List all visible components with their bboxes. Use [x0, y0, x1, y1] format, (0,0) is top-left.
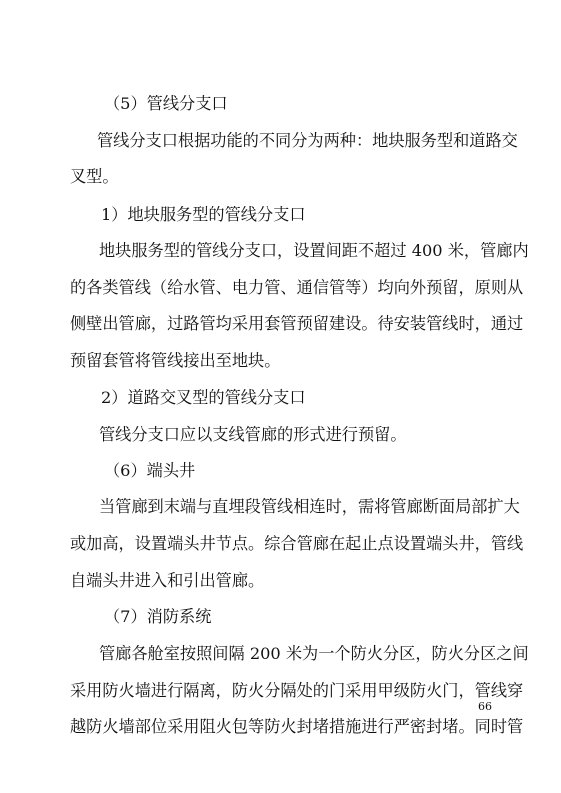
paragraph-5-line-2: 采用防火墙进行隔离，防火分隔处的门采用甲级防火门，管线穿	[70, 681, 524, 700]
paragraph-4-line-2: 或加高，设置端头井节点。综合管廊在起止点设置端头井，管线	[70, 534, 524, 553]
paragraph-3-line-1: 管线分支口应以支线管廊的形式进行预留。	[99, 425, 407, 444]
paragraph-1-line-1: 管线分支口根据功能的不同分为两种：地块服务型和道路交	[97, 131, 518, 150]
paragraph-2-line-1: 地块服务型的管线分支口，设置间距不超过 400 米，管廊内	[99, 241, 529, 260]
paragraph-5-line-1: 管廊各舱室按照间隔 200 米为一个防火分区，防火分区之间	[99, 644, 529, 663]
page-number: 66	[478, 700, 492, 713]
paragraph-4-line-3: 自端头井进入和引出管廊。	[70, 571, 265, 590]
paragraph-5-line-3: 越防火墙部位采用阻火包等防火封堵措施进行严密封堵。同时管	[70, 717, 524, 736]
section-heading-5: （5）管线分支口	[104, 94, 228, 113]
paragraph-2-line-2: 的各类管线（给水管、电力管、通信管等）均向外预留，原则从	[70, 278, 524, 297]
paragraph-1-line-2: 叉型。	[70, 167, 119, 186]
list-item-2: 2）道路交叉型的管线分支口	[101, 388, 306, 407]
paragraph-2-line-3: 侧壁出管廊，过路管均采用套管预留建设。待安装管线时，通过	[70, 314, 524, 333]
paragraph-2-line-4: 预留套管将管线接出至地块。	[70, 351, 281, 370]
paragraph-4-line-1: 当管廊到末端与直埋段管线相连时，需将管廊断面局部扩大	[99, 497, 520, 516]
section-heading-7: （7）消防系统	[104, 607, 212, 626]
list-item-1: 1）地块服务型的管线分支口	[101, 205, 306, 224]
section-heading-6: （6）端头井	[104, 461, 196, 480]
